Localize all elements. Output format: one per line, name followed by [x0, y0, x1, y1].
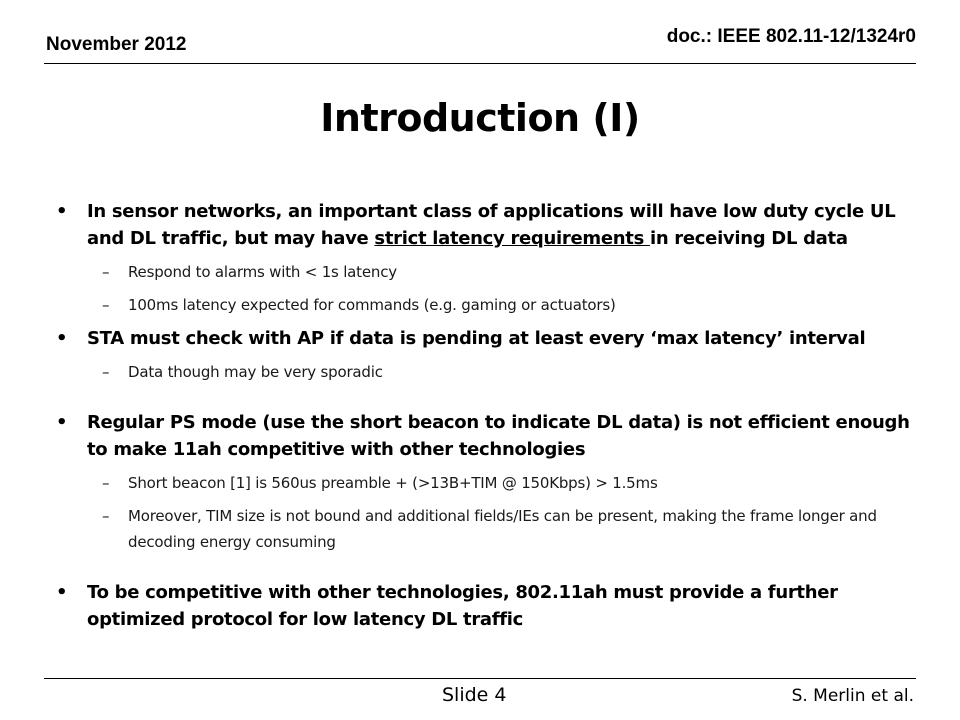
slide-number: Slide 4: [442, 684, 507, 706]
header-divider: [44, 63, 916, 64]
bullet-dot-icon: •: [56, 201, 68, 222]
bullet-4: [56, 579, 916, 633]
sub-bullet-1-1-text: Respond to alarms with < 1s latency: [128, 263, 397, 281]
sub-bullet-3-2: [56, 503, 916, 555]
dash-icon: –: [102, 296, 110, 314]
bullet-4-text: To be competitive with other technologies, 802.11ah must provide a further optimized protocol for low latency DL traffic: [87, 582, 838, 630]
dash-icon: –: [102, 507, 110, 525]
sub-bullet-1-2-text: 100ms latency expected for commands (e.g. gaming or actuators): [128, 296, 616, 314]
sub-bullet-1-2: [56, 292, 916, 318]
bullet-1-text-end: in receiving DL data: [649, 228, 848, 249]
bullet-dot-icon: •: [56, 328, 68, 349]
sub-bullet-2-1-text: Data though may be very sporadic: [128, 363, 383, 381]
sub-bullet-2-1: [56, 359, 916, 385]
bullet-dot-icon: •: [56, 412, 68, 433]
bullet-1-text-start: In sensor networks, an important class of applications will have low duty cycle UL and DL traffic, but may have: [87, 201, 896, 249]
sub-bullet-1-1: [56, 259, 916, 285]
sub-bullet-3-1-text: Short beacon [1] is 560us preamble + (>13B+TIM @ 150Kbps) > 1.5ms: [128, 474, 658, 492]
slide-content: [56, 198, 916, 633]
sub-bullet-3-1: [56, 470, 916, 496]
header-date: November 2012: [46, 34, 187, 55]
bullet-dot-icon: •: [56, 582, 68, 603]
footer-author: S. Merlin et al.: [791, 686, 914, 706]
bullet-3: [56, 409, 916, 463]
bullet-1: [56, 198, 916, 252]
bullet-2-text: STA must check with AP if data is pending at least every ‘max latency’ interval: [87, 328, 866, 349]
dash-icon: –: [102, 263, 110, 281]
slide-title: Introduction (I): [320, 96, 640, 140]
bullet-2: [56, 325, 916, 352]
dash-icon: –: [102, 474, 110, 492]
dash-icon: –: [102, 363, 110, 381]
bullet-3-text: Regular PS mode (use the short beacon to indicate DL data) is not efficient enough to make 11ah competitive with other technologies: [87, 412, 910, 460]
footer-divider: [44, 678, 916, 679]
header-doc-id: doc.: IEEE 802.11-12/1324r0: [666, 26, 916, 47]
bullet-1-underlined-text: strict latency requirements: [374, 228, 650, 249]
sub-bullet-3-2-text: Moreover, TIM size is not bound and additional fields/IEs can be present, making the frame longer and decoding energy consuming: [128, 507, 877, 551]
